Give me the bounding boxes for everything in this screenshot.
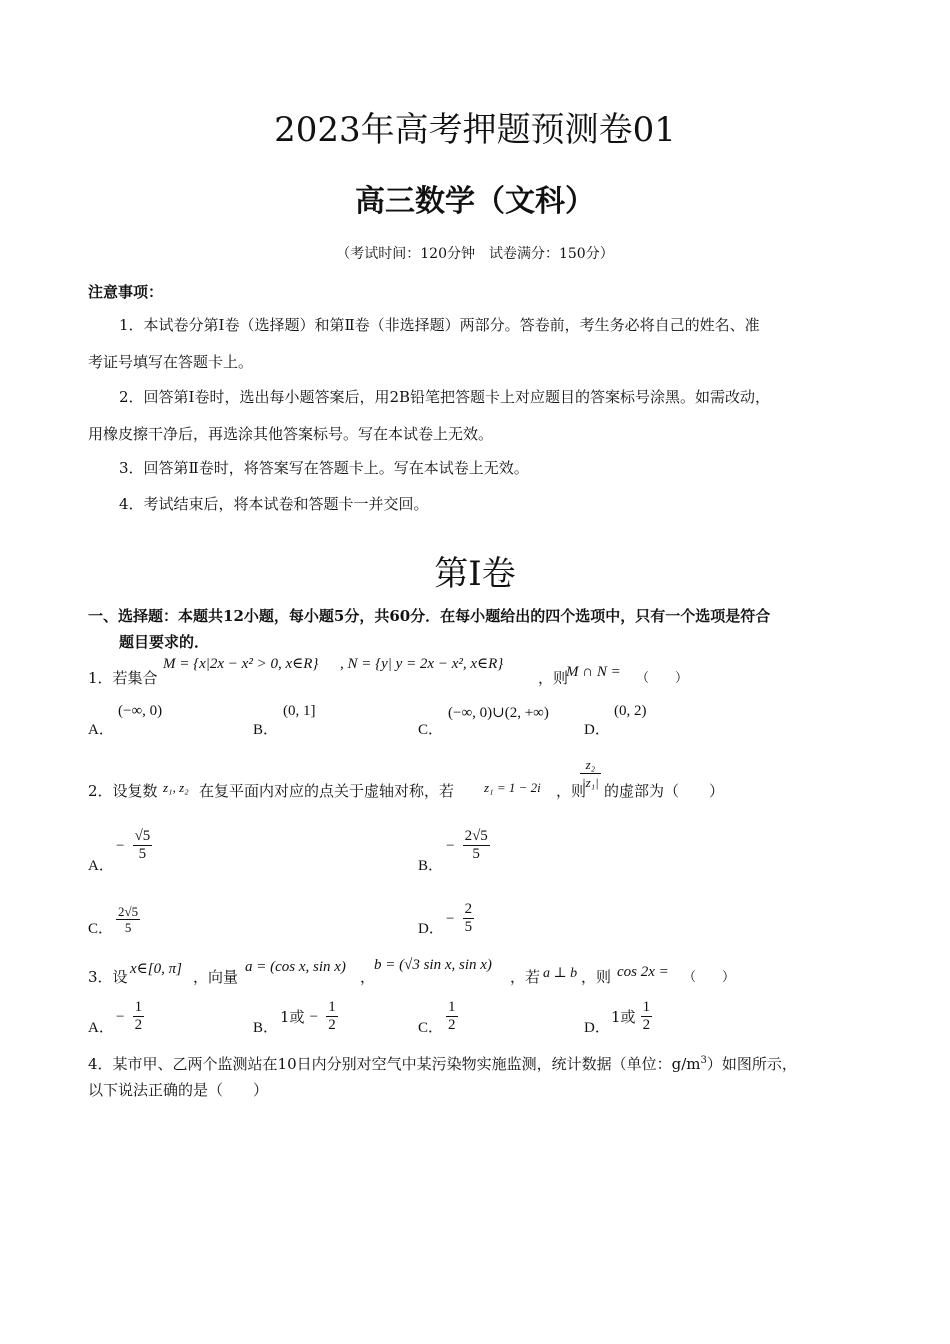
q1-option-b-label: B． [253,722,279,738]
q3-option-d-num: 1 [642,999,651,1015]
q1-prefix: 1．若集合 [88,669,158,687]
q2-vars: z₁, z₂ [163,780,189,795]
q2-condition: z₁ = 1 − 2i [484,780,541,795]
q3-option-c-den: 2 [448,1017,456,1033]
q1-option-a-label: A． [88,722,114,738]
q3-blank: （ ） [683,970,736,985]
q3-expr: cos 2x = [617,964,669,980]
q1-set-m: M = {x|2x − x² > 0, x∈R} [163,656,319,672]
q2-option-a-value [116,828,152,863]
q3-option-a-sign: − [116,1009,125,1025]
q2-option-b-label: B． [418,858,444,874]
q2-option-b-num: 2√5 [464,828,488,844]
q3-text-2: ，若 [510,968,541,986]
q3-option-a-label: A． [88,1020,114,1036]
q4-unit-superscript: 3 [700,1055,707,1066]
q2-option-d-sign: − [446,911,455,927]
q2-fraction-num: z₂ [580,756,601,774]
q3-option-d-den: 2 [642,1017,651,1033]
note-1-line-2: 考证号填写在答题卡上。 [88,353,254,371]
q3-option-a-den: 2 [134,1017,143,1033]
q3-perpendicular: a ⊥ b [543,966,578,981]
q2-fraction-den: |z₁| [582,775,599,790]
q2-option-c-label: C． [88,921,114,937]
q2-prefix: 2．设复数 [88,782,158,800]
exam-info: （考试时间：120分钟 试卷满分：150分） [336,246,614,262]
q1-blank: （ ） [636,671,689,686]
section-title: 第Ⅰ卷 [434,554,516,594]
q3-option-b-label: B． [253,1020,279,1036]
q2-text-1: 在复平面内对应的点关于虚轴对称，若 [199,782,455,800]
q2-fraction [580,756,601,791]
q2-option-a-num: √5 [134,828,151,844]
notes-heading: 注意事项： [88,283,164,301]
section-intro-line-1: 一、选择题：本题共12小题，每小题5分，共60分．在每小题给出的四个选项中，只有一个选项是符合 [88,607,771,625]
q3-option-c-label: C． [418,1020,444,1036]
q3-text-1: ，向量 [193,968,239,986]
q2-option-c-den: 5 [124,920,132,935]
page-subtitle: 高三数学（文科） [355,184,595,219]
q4-line-1 [88,1053,797,1074]
q4-line-1-a: 4．某市甲、乙两个监测站在10日内分别对空气中某污染物实施监测，统计数据（单位：g/m [88,1055,701,1073]
note-2-line-1: 2．回答第Ⅰ卷时，选出每小题答案后，用2B铅笔把答题卡上对应题目的答案标号涂黑。如需改动， [119,388,771,406]
q2-option-d-value [446,901,474,936]
note-1-line-1: 1．本试卷分第Ⅰ卷（选择题）和第Ⅱ卷（非选择题）两部分。答卷前，考生务必将自己的姓名、准 [119,316,760,334]
q1-option-c-value: (−∞, 0)∪(2, +∞) [448,705,549,721]
q3-option-d-label: D． [584,1020,610,1036]
q3-option-c-num: 1 [448,999,456,1015]
q3-option-b-pre: 1或 [280,1008,305,1026]
q3-option-b-den: 2 [328,1017,336,1033]
q1-option-c-label: C． [418,722,444,738]
note-2-line-2: 用橡皮擦干净后，再选涂其他答案标号。写在本试卷上无效。 [88,425,494,443]
note-3: 3．回答第Ⅱ卷时，将答案写在答题卡上。写在本试卷上无效。 [119,459,529,477]
q2-option-b-sign: − [446,838,455,854]
q4-line-2: 以下说法正确的是（ ） [88,1081,269,1099]
q2-option-d-den: 5 [464,919,473,935]
q2-option-a-sign: − [116,838,125,854]
q3-option-a-num: 1 [134,999,143,1015]
q2-option-c-value [116,904,140,935]
q2-option-a-den: 5 [138,846,147,862]
q3-vector-a: a = (cos x, sin x) [245,959,346,975]
q4-line-1-b: ）如图所示， [706,1055,797,1073]
q3-option-d-value [611,999,652,1034]
q1-mid: ，则 [538,669,569,687]
q2-option-d-label: D． [418,921,444,937]
q1-option-a-value: (−∞, 0) [118,703,163,719]
q3-option-a-value [116,999,144,1034]
page-title: 2023年高考押题预测卷01 [274,110,676,150]
q3-vector-b: b = (√3 sin x, sin x) [374,957,492,973]
q1-option-d-value: (0, 2) [614,703,647,719]
q1-expr: M ∩ N = [566,664,621,680]
q3-option-b-num: 1 [328,999,336,1015]
q2-option-d-num: 2 [464,901,473,917]
q3-prefix: 3．设 [88,968,128,986]
q3-comma: ， [360,968,376,986]
q3-text-3: ，则 [581,968,612,986]
q2-text-2: ，则 [556,782,587,800]
q1-set-n: , N = {y| y = 2x − x², x∈R} [340,656,504,672]
q3-option-c-value [446,999,458,1034]
q3-option-d-pre: 1或 [611,1008,636,1026]
q3-option-b-sign: − [309,1009,319,1025]
q2-option-a-label: A． [88,858,114,874]
q2-option-b-value [446,828,490,863]
q3-domain: x∈[0, π] [130,961,182,977]
q2-option-c-num: 2√5 [118,904,139,919]
q1-option-b-value: (0, 1] [283,703,316,719]
q1-option-d-label: D． [584,722,610,738]
section-intro-line-2: 题目要求的． [119,633,210,651]
q3-option-b-value [280,999,338,1034]
q2-text-3: 的虚部为（ ） [604,782,725,800]
note-4: 4．考试结束后，将本试卷和答题卡一并交回。 [119,495,429,513]
q2-option-b-den: 5 [472,846,480,862]
